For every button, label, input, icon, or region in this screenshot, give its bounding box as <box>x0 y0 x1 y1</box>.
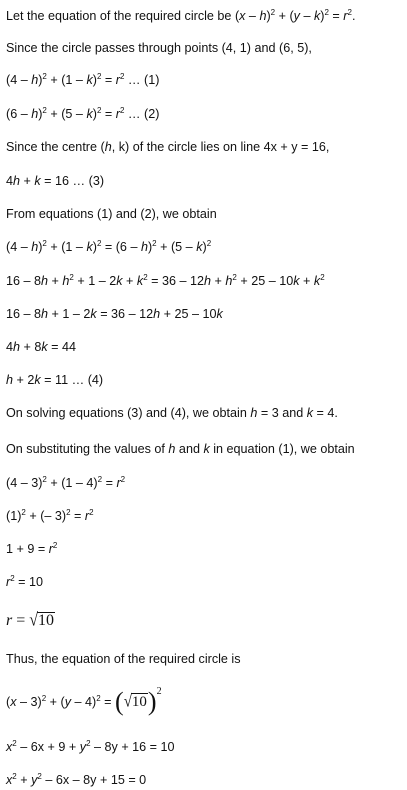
solution-line: 16 – 8h + 1 – 2k = 36 – 12h + 25 – 10k <box>6 307 223 321</box>
solution-line: $(x - 3)^2 + (y - 4)^2 = (√10)^2$ <box>6 686 162 716</box>
solution-line: $x^2 - 6x + 9 + y^2 - 8y + 16 = 10$ <box>6 739 175 754</box>
solution-line: (4 – h)$^2$ + (1 – k)$^2$ = (6 – h)$^2$ + (5 – k)$^2$ <box>6 239 212 254</box>
solution-line: 4h + k = 16 … (3) <box>6 174 105 188</box>
solution-line: Let the equation of the required circle be $(x - h)^2 + (y - k)^2 = r^2$. <box>6 8 356 23</box>
solution-line: On substituting the values of h and k in equation (1), we obtain <box>6 442 355 456</box>
solution-line: Thus, the equation of the required circle is <box>6 652 241 666</box>
variable: r <box>6 612 13 629</box>
solution-line: $(1)^2$ + (– $3)^2 = r^2$ <box>6 508 94 523</box>
solution-line: r = √10 <box>6 610 55 631</box>
solution-line: $(6 - h)^2 + (5 - k)^2 = r^2$ … (2) <box>6 106 160 121</box>
square-root: √10 <box>123 692 147 712</box>
solution-line: Since the centre (h, k) of the circle lies on line 4x + y = 16, <box>6 140 330 154</box>
solution-line: $1 + 9 = r^2$ <box>6 541 58 556</box>
solution-line: 4h + 8k = 44 <box>6 340 77 354</box>
solution-line: $x^2 + y^2 - 6x - 8y + 15 = 0$ <box>6 772 147 787</box>
solution-line: On solving equations (3) and (4), we obtain h = 3 and k = 4. <box>6 406 338 420</box>
square-root: √10 <box>29 610 55 631</box>
solution-line: h + 2k = 11 … (4) <box>6 373 104 387</box>
solution-line: $(4 - 3)^2 + (1 - 4)^2 = r^2$ <box>6 475 126 490</box>
solution-line: $r^2 = 10$ <box>6 574 44 589</box>
solution-line: $(4 - h)^2 + (1 - k)^2 = r^2$ … (1) <box>6 72 160 87</box>
solution-line: From equations (1) and (2), we obtain <box>6 207 217 221</box>
solution-line: $16 - 8h + h^2 + 1 - 2k + k^2 = 36 - 12h + h^2 + 25 - 10k + k^2$ <box>6 273 325 288</box>
solution-line: Since the circle passes through points (4, 1) and (6, 5), <box>6 41 312 55</box>
